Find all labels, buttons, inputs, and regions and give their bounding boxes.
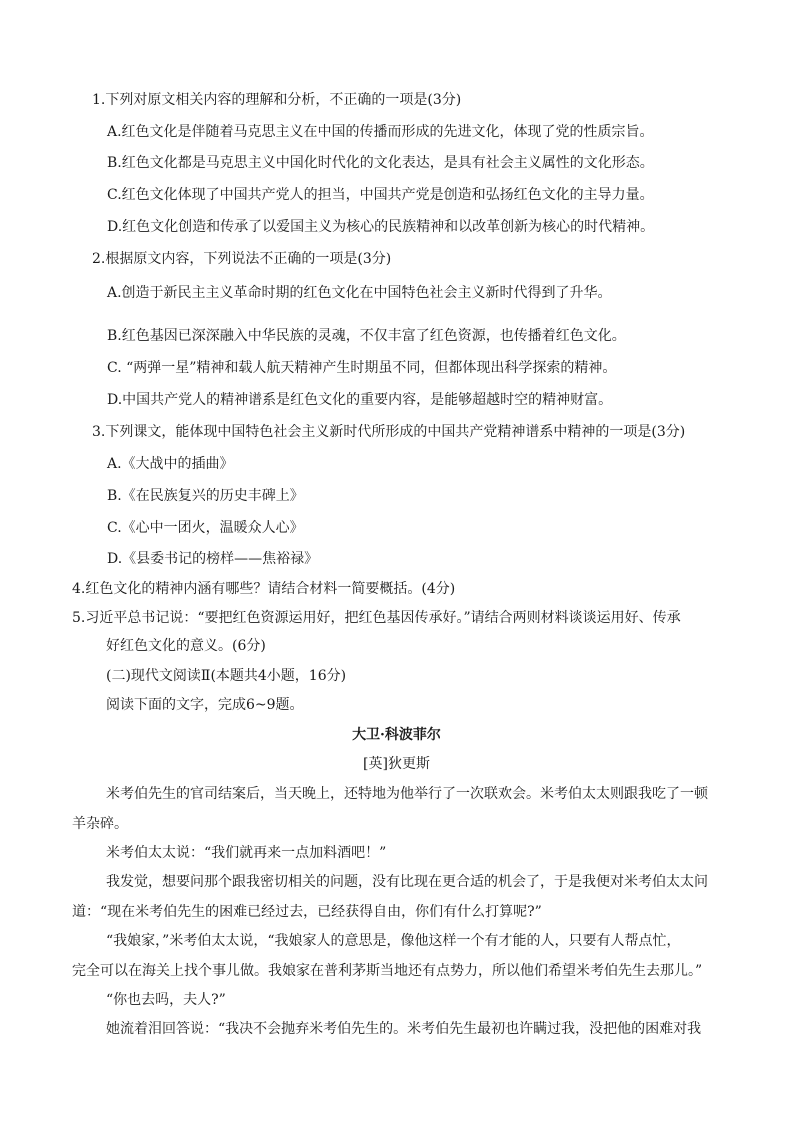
story-paragraph-5: “你也去吗，夫人?” <box>106 992 226 1008</box>
story-paragraph-3-line-1: 我发觉，想要问那个跟我密切相关的问题，没有比现在更合适的机会了，于是我便对米考伯太太问 <box>106 874 708 890</box>
section-heading: (二)现代文阅读Ⅱ(本题共4小题，16分) <box>106 668 347 684</box>
question-1-option-a: A.红色文化是伴随着马克思主义在中国的传播而形成的先进文化，体现了党的性质宗旨。 <box>107 124 654 140</box>
question-5-line-2: 好红色文化的意义。(6分) <box>106 638 266 654</box>
story-paragraph-1-line-2: 羊杂碎。 <box>72 816 128 832</box>
story-paragraph-4-line-2: 完全可以在海关上找个事儿做。我娘家在普利茅斯当地还有点势力，所以他们希望米考伯先生去那儿。” <box>72 963 703 979</box>
question-5-line-1: 5.习近平总书记说：“要把红色资源运用好，把红色基因传承好。”请结合两则材料谈谈运用好、传承 <box>72 610 681 626</box>
question-2-stem: 2.根据原文内容，下列说法不正确的一项是(3分) <box>92 251 392 267</box>
story-paragraph-1-line-1: 米考伯先生的官司结案后，当天晚上，还特地为他举行了一次联欢会。米考伯太太则跟我吃了一顿 <box>106 786 708 802</box>
question-3-option-c: C.《心中一团火，温暖众人心》 <box>107 520 304 536</box>
question-1-option-b: B.红色文化都是马克思主义中国化时代化的文化表达，是具有社会主义属性的文化形态。 <box>107 155 654 171</box>
question-4: 4.红色文化的精神内涵有哪些？请结合材料一简要概括。(4分) <box>72 581 456 597</box>
question-2-option-b: B.红色基因已深深融入中华民族的灵魂，不仅丰富了红色资源，也传播着红色文化。 <box>107 328 626 344</box>
section-instruction: 阅读下面的文字，完成6~9题。 <box>106 697 304 713</box>
story-paragraph-6: 她流着泪回答说：“我决不会抛弃米考伯先生的。米考伯先生最初也许瞒过我，没把他的困难对我 <box>106 1021 702 1037</box>
story-author: [英]狄更斯 <box>363 756 430 772</box>
question-1-option-c: C.红色文化体现了中国共产党人的担当，中国共产党是创造和弘扬红色文化的主导力量。 <box>107 187 654 203</box>
question-3-option-b: B.《在民族复兴的历史丰碑上》 <box>107 488 304 504</box>
question-3-option-a: A.《大战中的插曲》 <box>107 456 234 472</box>
question-1-option-d: D.红色文化创造和传承了以爱国主义为核心的民族精神和以改革创新为核心的时代精神。 <box>107 219 655 235</box>
story-title: 大卫·科波菲尔 <box>352 727 441 743</box>
question-3-option-d: D.《县委书记的榜样——焦裕禄》 <box>107 551 319 567</box>
story-paragraph-2: 米考伯太太说：“我们就再来一点加料酒吧！” <box>106 845 387 861</box>
story-paragraph-4-line-1: “我娘家，”米考伯太太说，“我娘家人的意思是，像他这样一个有才能的人，只要有人帮点忙， <box>106 933 681 949</box>
question-2-option-c: C. “两弹一星”精神和载人航天精神产生时期虽不同，但都体现出科学探索的精神。 <box>107 360 617 376</box>
question-2-option-d: D.中国共产党人的精神谱系是红色文化的重要内容，是能够超越时空的精神财富。 <box>107 392 613 408</box>
question-1-stem: 1.下列对原文相关内容的理解和分析，不正确的一项是(3分) <box>92 92 462 108</box>
question-2-option-a: A.创造于新民主主义革命时期的红色文化在中国特色社会主义新时代得到了升华。 <box>107 285 612 301</box>
story-paragraph-3-line-2: 道：“现在米考伯先生的困难已经过去，已经获得自由，你们有什么打算呢?” <box>72 904 542 920</box>
question-3-stem: 3.下列课文，能体现中国特色社会主义新时代所形成的中国共产党精神谱系中精神的一项是(3分) <box>92 424 686 440</box>
